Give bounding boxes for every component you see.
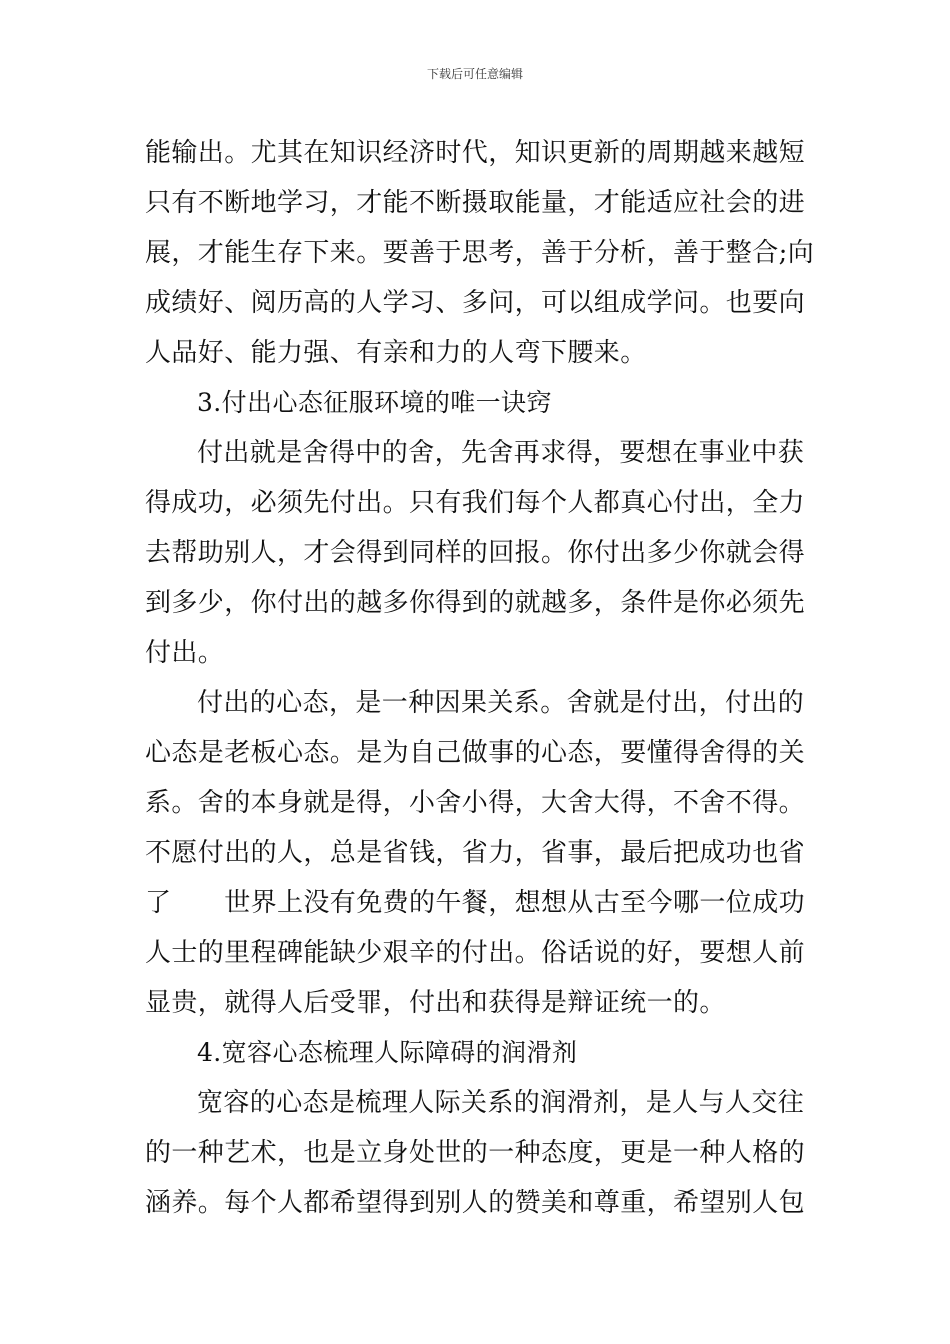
text-line: 成绩好、阅历高的人学习、多问，可以组成学问。也要向 <box>145 288 806 318</box>
page-header-note: 下载后可任意编辑 <box>426 67 523 81</box>
text-line: 得成功，必须先付出。只有我们每个人都真心付出，全力 <box>145 488 806 518</box>
text-line: 到多少，你付出的越多你得到的就越多，条件是你必须先 <box>145 588 806 618</box>
text-line: 涵养。每个人都希望得到别人的赞美和尊重，希望别人包 <box>145 1188 806 1218</box>
text-line: 展，才能生存下来。要善于思考，善于分析，善于整合;向 <box>145 238 815 268</box>
section-heading-4: 4.宽容心态梳理人际障碍的润滑剂 <box>197 1038 578 1067</box>
text-line: 心态是老板心态。是为自己做事的心态，要懂得舍得的关 <box>145 738 806 768</box>
text-line: 显贵，就得人后受罪，付出和获得是辩证统一的。 <box>145 988 726 1018</box>
section-heading-3: 3.付出心态征服环境的唯一诀窍 <box>197 388 552 417</box>
text-line: 的一种艺术，也是立身处世的一种态度，更是一种人格的 <box>145 1138 806 1168</box>
paragraph-start-line: 付出就是舍得中的舍，先舍再求得，要想在事业中获 <box>197 438 805 468</box>
text-line: 不愿付出的人，总是省钱，省力，省事，最后把成功也省 <box>145 838 806 868</box>
text-line: 只有不断地学习，才能不断摄取能量，才能适应社会的进 <box>145 188 806 218</box>
document-body <box>145 128 813 1228</box>
text-line: 付出。 <box>145 638 225 668</box>
text-line: 人品好、能力强、有亲和力的人弯下腰来。 <box>145 338 647 368</box>
text-line: 去帮助别人，才会得到同样的回报。你付出多少你就会得 <box>145 538 806 568</box>
text-line: 人士的里程碑能缺少艰辛的付出。俗话说的好，要想人前 <box>145 938 806 968</box>
paragraph-start-line: 付出的心态，是一种因果关系。舍就是付出，付出的 <box>197 688 805 718</box>
text-line: 系。舍的本身就是得，小舍小得，大舍大得，不舍不得。 <box>145 788 806 818</box>
paragraph-start-line: 宽容的心态是梳理人际关系的润滑剂，是人与人交往 <box>197 1088 805 1118</box>
text-line: 能输出。尤其在知识经济时代，知识更新的周期越来越短 <box>145 138 806 168</box>
text-line: 了 世界上没有免费的午餐，想想从古至今哪一位成功 <box>145 888 806 918</box>
